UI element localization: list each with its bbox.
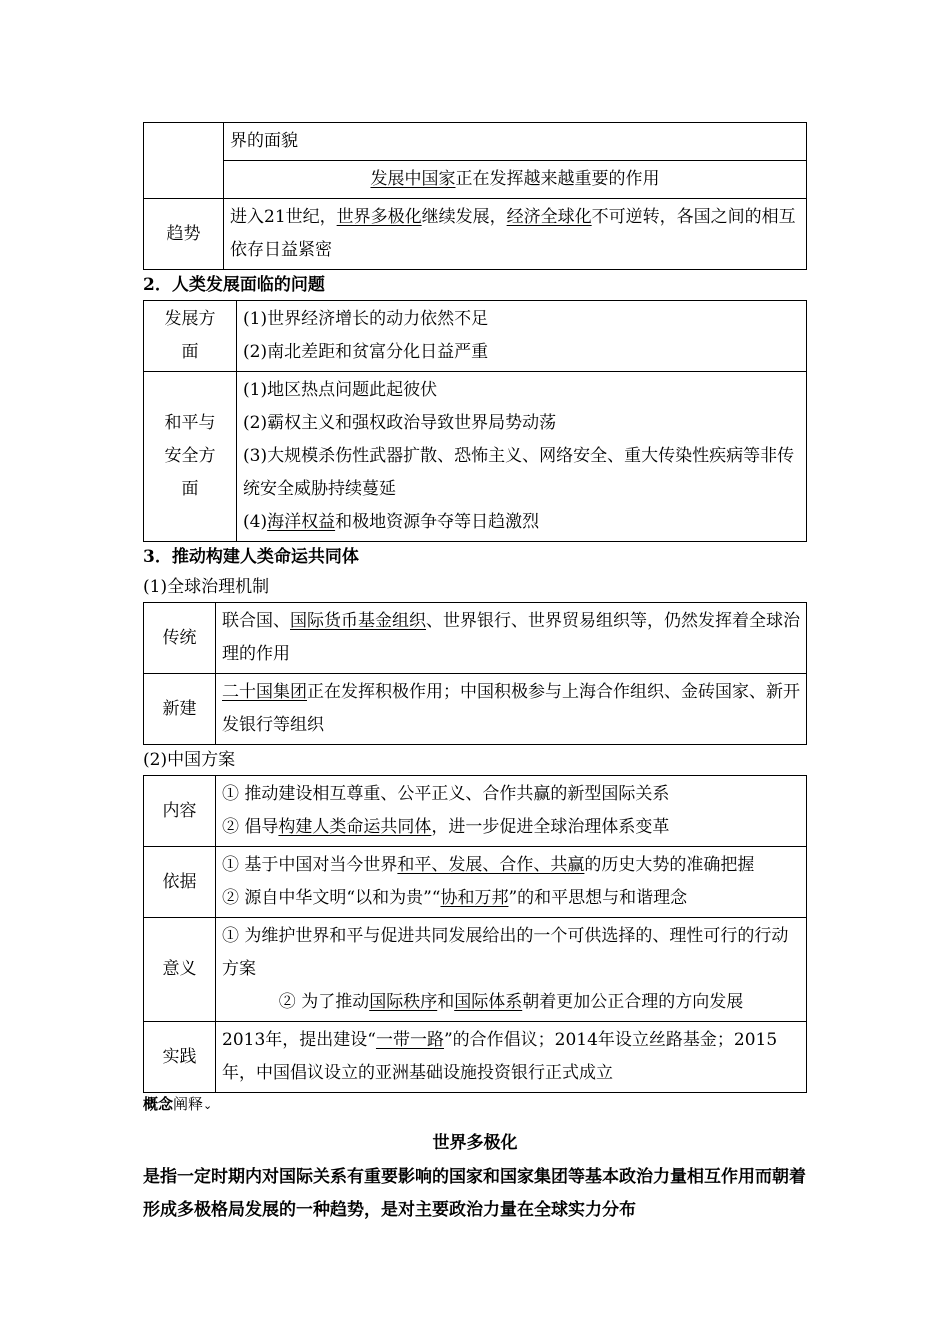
text-span: 不可逆转，各国之间的相互依存日益紧密 — [230, 207, 796, 260]
section-2-heading: 2．人类发展面临的问题 — [143, 275, 325, 295]
table-row — [144, 918, 807, 1022]
text-span: 正在发挥越来越重要的作用 — [455, 169, 660, 189]
concept-header — [143, 1093, 807, 1117]
underlined-term: 世界多极化 — [336, 207, 422, 227]
table-cell: 界的面貌 — [224, 123, 807, 161]
table-row — [144, 847, 807, 918]
table-world-trend — [143, 122, 807, 270]
table-cell — [216, 674, 807, 745]
document-page — [143, 122, 807, 1227]
label-text: 发展方面 — [164, 309, 216, 362]
text-span: ”的合作倡议；2014年设立丝路基金；2015年，中国倡议设立的亚洲基础设施投资银行正式成立 — [222, 1030, 778, 1083]
list-item: ① 推动建设相互尊重、公平正义、合作共赢的新型国际关系 — [222, 784, 670, 804]
text-span: 朝着更加公正合理的方向发展 — [522, 992, 744, 1012]
concept-title: 世界多极化 — [432, 1133, 518, 1153]
row-label-trend: 趋势 — [144, 199, 224, 270]
row-label-traditional: 传统 — [144, 603, 216, 674]
table-row — [144, 123, 807, 161]
underlined-term: 发展中国家 — [370, 169, 456, 189]
underlined-term: 经济全球化 — [506, 207, 592, 227]
underlined-term: 二十国集团 — [222, 682, 307, 702]
text-span: 的历史大势的准确把握 — [584, 855, 755, 875]
table-cell — [237, 372, 807, 542]
row-label-peace — [144, 372, 237, 542]
row-label-meaning: 意义 — [144, 918, 216, 1022]
subsection-2-heading: (2)中国方案 — [143, 750, 236, 770]
table-cell — [216, 918, 807, 1022]
row-label-content: 内容 — [144, 776, 216, 847]
table-row — [144, 199, 807, 270]
list-item: (2)霸权主义和强权政治导致世界局势动荡 — [243, 413, 557, 433]
concept-label-secondary: 阐释 — [173, 1095, 204, 1113]
underlined-term: 国际体系 — [454, 992, 523, 1012]
list-item — [222, 986, 800, 1019]
text-span: 进入21世纪， — [230, 207, 337, 227]
table-cell — [216, 1022, 807, 1093]
text-span: ”的和平思想与和谐理念 — [508, 888, 688, 908]
underlined-term: 和平、发展、合作、共赢 — [397, 855, 585, 875]
row-label-basis: 依据 — [144, 847, 216, 918]
text-span: 联合国、 — [222, 611, 290, 631]
text-span: 、世界银行、世界贸易组织等，仍然发挥着全球治理的作用 — [222, 611, 800, 664]
table-row — [144, 161, 807, 199]
concept-paragraph: 是指一定时期内对国际关系有重要影响的国家和国家集团等基本政治力量相互作用而朝着形成多极格局发展的一种趋势，是对主要政治力量在全球实力分布 — [143, 1167, 806, 1220]
list-item: (1)世界经济增长的动力依然不足 — [243, 309, 489, 329]
list-item — [222, 811, 800, 844]
chevron-down-icon: ⌄ — [203, 1099, 213, 1112]
table-row — [144, 301, 807, 372]
underlined-term: 海洋权益 — [267, 512, 336, 532]
underlined-term: 国际秩序 — [369, 992, 438, 1012]
list-item: (3)大规模杀伤性武器扩散、恐怖主义、网络安全、重大传染性疾病等非传统安全威胁持续蔓延 — [243, 446, 795, 499]
subsection-1-heading: (1)全球治理机制 — [143, 577, 270, 597]
table-cell — [216, 847, 807, 918]
row-label-practice: 实践 — [144, 1022, 216, 1093]
table-governance — [143, 602, 807, 745]
text-span: ② 源自中华文明“以和为贵”“ — [222, 888, 441, 908]
text-span: ① 基于中国对当今世界 — [222, 855, 398, 875]
table-problems — [143, 300, 807, 542]
text-span: 继续发展， — [421, 207, 507, 227]
table-cell — [216, 603, 807, 674]
list-item — [243, 506, 800, 539]
label-text: 和平与安全方面 — [164, 413, 216, 499]
row-label-development — [144, 301, 237, 372]
table-cell — [224, 199, 807, 270]
list-item: (1)地区热点问题此起彼伏 — [243, 380, 438, 400]
text-span: (4) — [243, 512, 268, 532]
concept-label: 概念 — [143, 1095, 174, 1113]
text-span: 2013年，提出建设“ — [222, 1030, 376, 1050]
underlined-term: 国际货币基金组织 — [290, 611, 426, 631]
underlined-term: 构建人类命运共同体 — [278, 817, 432, 837]
section-3-heading: 3．推动构建人类命运共同体 — [143, 547, 359, 567]
table-row — [144, 372, 807, 542]
table-cell — [224, 161, 807, 199]
table-row — [144, 674, 807, 745]
underlined-term: 一带一路 — [375, 1030, 444, 1050]
text-span: ，进一步促进全球治理体系变革 — [431, 817, 670, 837]
underlined-term: 协和万邦 — [440, 888, 509, 908]
list-item — [222, 882, 800, 915]
text-span: 正在发挥积极作用；中国积极参与上海合作组织、金砖国家、新开发银行等组织 — [222, 682, 800, 735]
table-row — [144, 1022, 807, 1093]
list-item: ① 为维护世界和平与促进共同发展给出的一个可供选择的、理性可行的行动方案 — [222, 926, 789, 979]
table-cell — [237, 301, 807, 372]
text-span: 和 — [437, 992, 455, 1012]
table-row — [144, 776, 807, 847]
table-row — [144, 603, 807, 674]
table-china-plan — [143, 775, 807, 1093]
table-cell — [216, 776, 807, 847]
list-item: (2)南北差距和贫富分化日益严重 — [243, 342, 489, 362]
row-label-new: 新建 — [144, 674, 216, 745]
list-item — [222, 849, 800, 882]
text-span: 和极地资源争夺等日趋激烈 — [335, 512, 540, 532]
text-span: ② 倡导 — [222, 817, 279, 837]
table-cell-empty — [144, 123, 224, 199]
text-span: ② 为了推动 — [278, 992, 370, 1012]
